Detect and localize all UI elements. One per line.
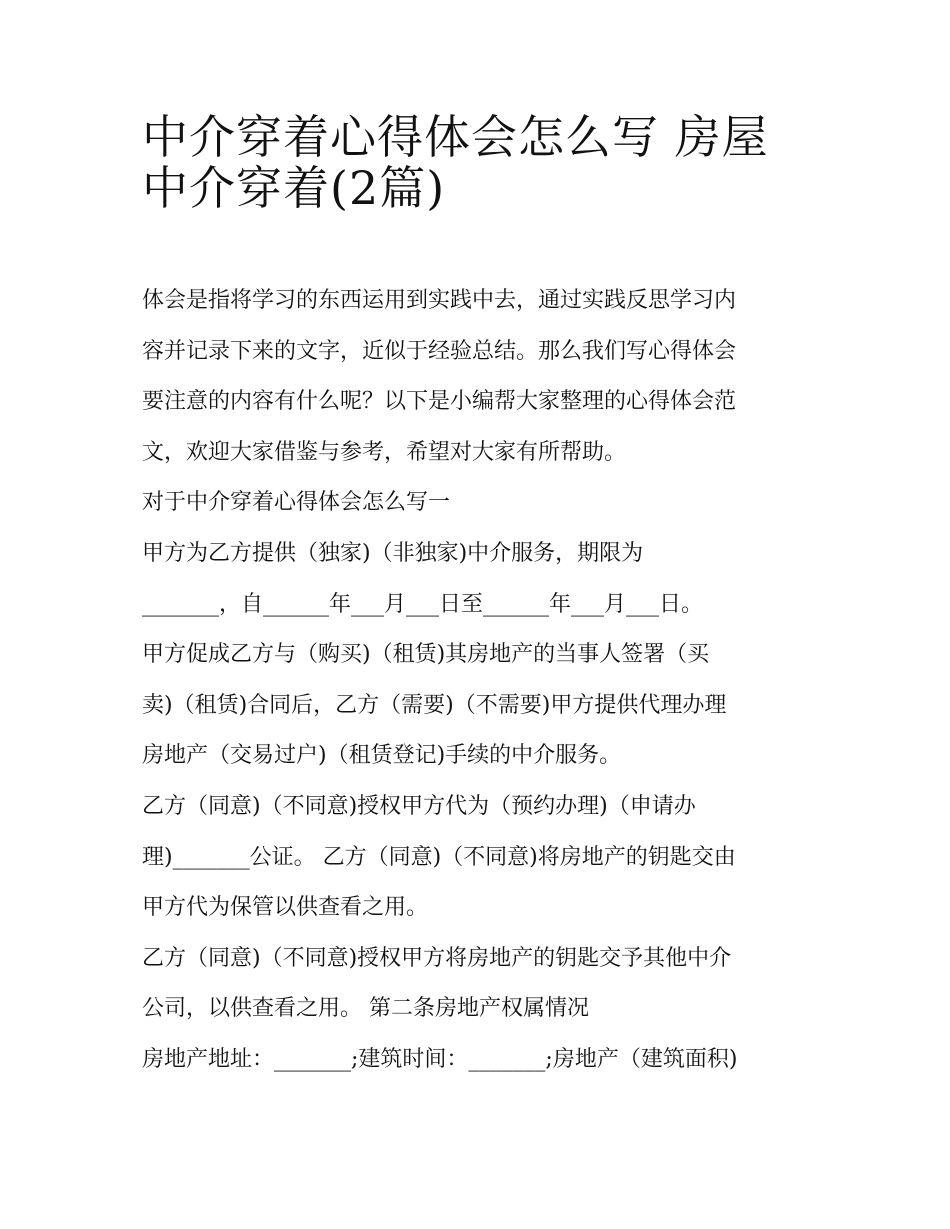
body-line: 甲方为乙方提供（独家)（非独家)中介服务，期限为 <box>142 540 644 566</box>
body-line: 容并记录下来的文字，近似于经验总结。那么我们写心得体会 <box>142 338 737 364</box>
body-line: 乙方（同意)（不同意)授权甲方将房地产的钥匙交予其他中介 <box>142 945 732 971</box>
body-line: 卖)（租赁)合同后，乙方（需要)（不需要)甲方提供代理办理 <box>142 692 727 718</box>
body-line: 甲方代为保管以供查看之用。 <box>142 895 429 921</box>
body-line: _______，自______年___月___日至______年___月___日。 <box>142 591 704 617</box>
document-title <box>142 112 842 213</box>
body-line: 公司，以供查看之用。 第二条房地产权属情况 <box>142 996 589 1022</box>
title-line: 中介穿着(2篇) <box>142 160 446 215</box>
body-line: 要注意的内容有什么呢？以下是小编帮大家整理的心得体会范 <box>142 389 737 415</box>
document-body <box>142 276 822 1086</box>
body-line: 理)_______公证。 乙方（同意)（不同意)将房地产的钥匙交由 <box>142 844 736 870</box>
title-line: 中介穿着心得体会怎么写 房屋 <box>142 110 769 164</box>
body-line: 房地产地址：_______;建筑时间：_______;房地产（建筑面积) <box>142 1046 738 1072</box>
body-line: 乙方（同意)（不同意)授权甲方代为（预约办理)（申请办 <box>142 793 696 819</box>
body-line: 甲方促成乙方与（购买)（租赁)其房地产的当事人签署（买 <box>142 642 710 668</box>
section-heading: 对于中介穿着心得体会怎么写一 <box>142 490 451 516</box>
body-line: 体会是指将学习的东西运用到实践中去，通过实践反思学习内 <box>142 288 737 313</box>
body-line: 房地产（交易过户)（租赁登记)手续的中介服务。 <box>142 743 622 769</box>
body-line: 文，欢迎大家借鉴与参考，希望对大家有所帮助。 <box>142 439 627 465</box>
